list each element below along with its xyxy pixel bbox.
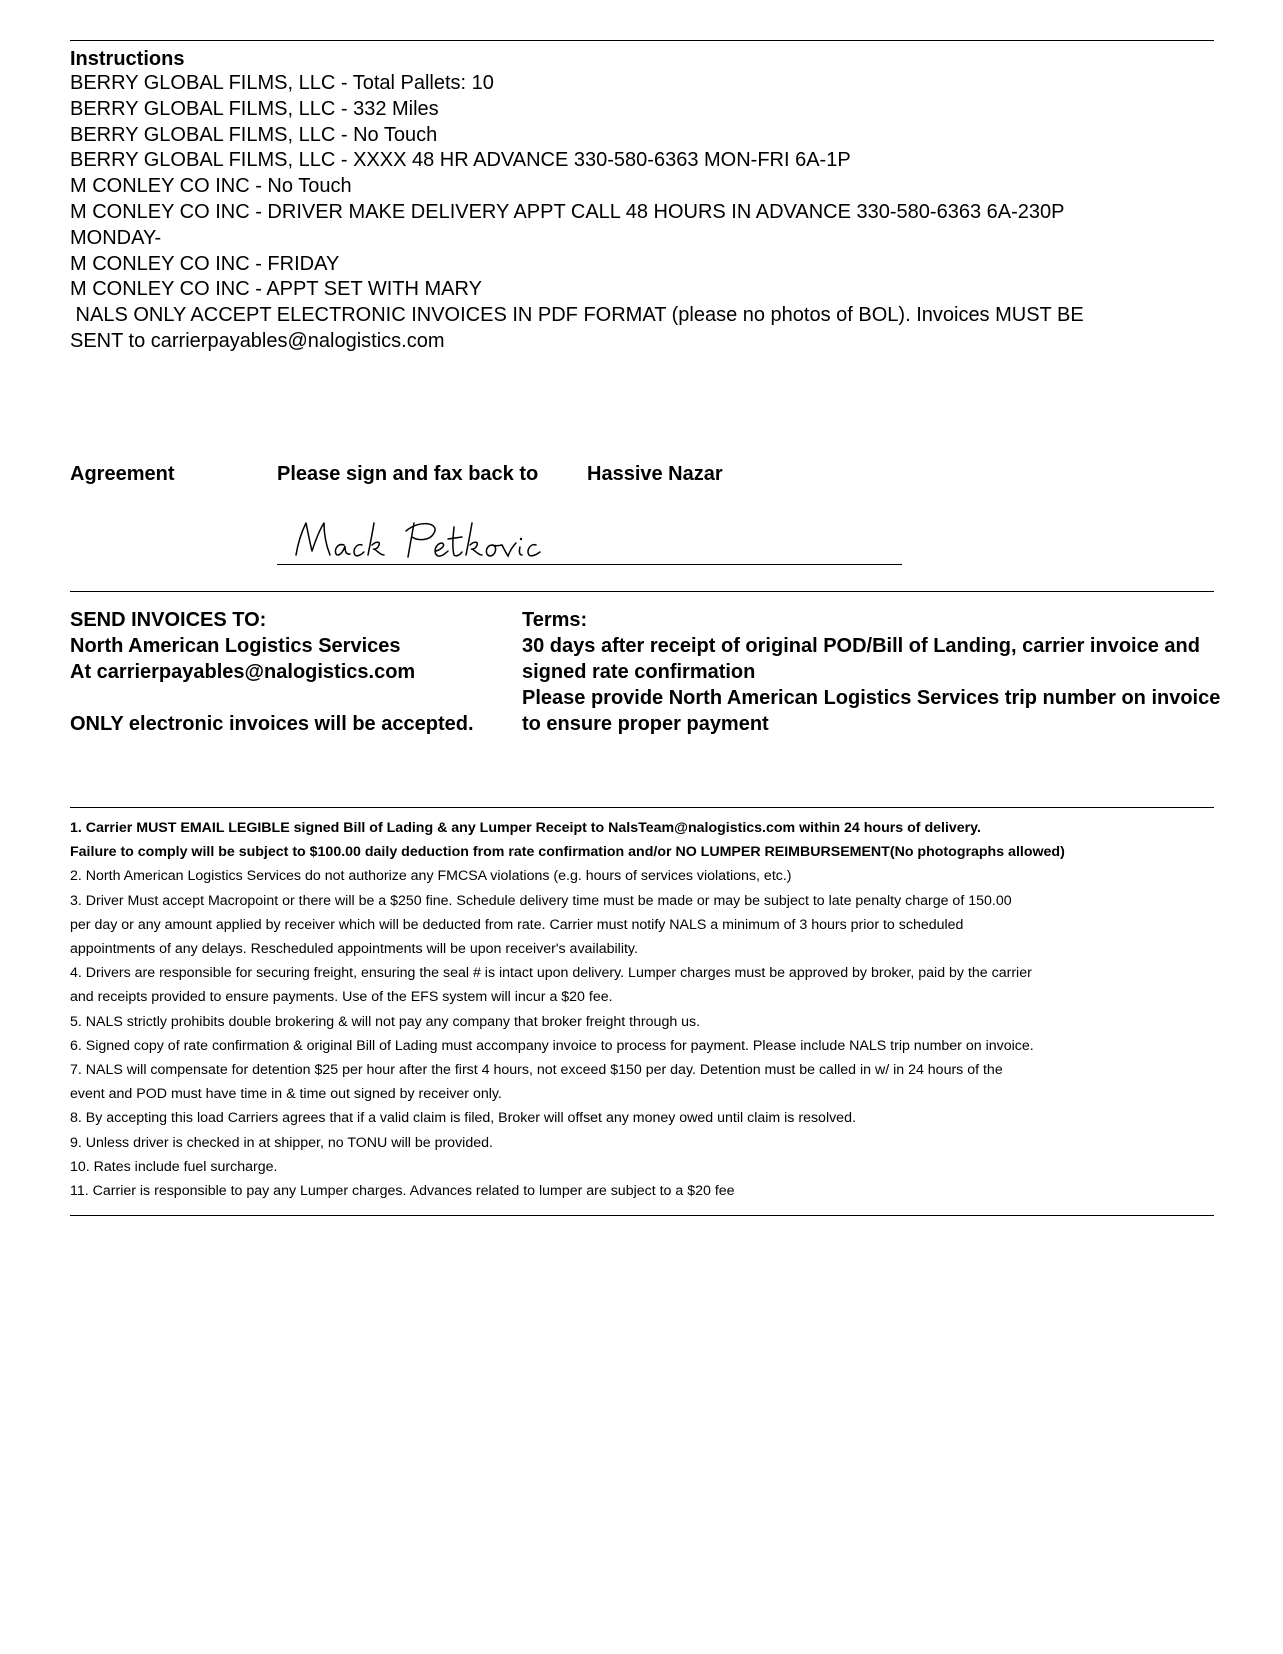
note-line: appointments of any delays. Rescheduled appointments will be upon receiver's availability. [70, 941, 638, 958]
agreement-label: Agreement [70, 463, 175, 485]
terms-heading: Terms: [522, 609, 588, 631]
note-line: 7. NALS will compensate for detention $25 per hour after the first 4 hours, not exceed $150 per day. Detention must be called in w/ in 24 hours of the [70, 1062, 1003, 1079]
terms-line: to ensure proper payment [522, 713, 769, 735]
instruction-line: BERRY GLOBAL FILMS, LLC - Total Pallets: 10 [70, 72, 494, 94]
terms-block [522, 607, 1262, 737]
note-line: 11. Carrier is responsible to pay any Lumper charges. Advances related to lumper are subject to a $20 fee [70, 1183, 735, 1200]
instruction-line: M CONLEY CO INC - FRIDAY [70, 252, 340, 275]
instruction-line: MONDAY- [70, 226, 162, 249]
note-line: and receipts provided to ensure payments. Use of the EFS system will incur a $20 fee. [70, 989, 613, 1006]
signature-image [290, 515, 550, 565]
note-line: per day or any amount applied by receiver which will be deducted from rate. Carrier must notify NALS a minimum of 3 hours prior to scheduled [70, 916, 964, 933]
instructions-list [70, 71, 1230, 355]
instruction-line: M CONLEY CO INC - APPT SET WITH MARY [70, 278, 482, 301]
terms-line: Please provide North American Logistics Services trip number on invoice [522, 687, 1221, 709]
invoice-company: North American Logistics Services [70, 635, 401, 657]
note-line: Failure to comply will be subject to $100.00 daily deduction from rate confirmation and/or NO LUMPER REIMBURSEMENT(No photographs allowed) [70, 844, 1065, 861]
instruction-line: M CONLEY CO INC - DRIVER MAKE DELIVERY APPT CALL 48 HOURS IN ADVANCE 330-580-6363 6A-230P [70, 200, 1065, 223]
note-line: event and POD must have time in & time out signed by receiver only. [70, 1086, 502, 1103]
note-line: 3. Driver Must accept Macropoint or there will be a $250 fine. Schedule delivery time must be made or may be subject to late penalty charge of 150.00 [70, 892, 1012, 909]
instruction-line: BERRY GLOBAL FILMS, LLC - No Touch [70, 123, 438, 146]
sign-prompt: Please sign and fax back to [277, 463, 539, 485]
note-line: 8. By accepting this load Carriers agrees that if a valid claim is filed, Broker will offset any money owed until claim is resolved. [70, 1110, 856, 1127]
terms-line: 30 days after receipt of original POD/Bill of Landing, carrier invoice and [522, 635, 1200, 657]
contact-name: Hassive Nazar [587, 463, 723, 485]
note-line: 6. Signed copy of rate confirmation & original Bill of Lading must accompany invoice to process for payment. Please include NALS trip number on invoice. [70, 1037, 1034, 1054]
terms-notes [70, 816, 1250, 1203]
invoice-heading: SEND INVOICES TO: [70, 609, 267, 631]
top-divider [70, 40, 1214, 41]
instruction-line: NALS ONLY ACCEPT ELECTRONIC INVOICES IN PDF FORMAT (please no photos of BOL). Invoices MUST BE [70, 304, 1084, 327]
section-divider [70, 591, 1214, 592]
signature-line [277, 564, 902, 565]
note-line: 2. North American Logistics Services do not authorize any FMCSA violations (e.g. hours of services violations, etc.) [70, 868, 792, 885]
note-line: 5. NALS strictly prohibits double brokering & will not pay any company that broker freight through us. [70, 1013, 701, 1030]
instruction-line: SENT to carrierpayables@nalogistics.com [70, 329, 445, 352]
bottom-divider [70, 1215, 1214, 1216]
note-line: 4. Drivers are responsible for securing freight, ensuring the seal # is intact upon delivery. Lumper charges must be approved by broker, paid by the carrier [70, 965, 1032, 982]
section-divider [70, 807, 1214, 808]
invoice-block [70, 607, 474, 737]
instructions-heading: Instructions [70, 48, 185, 70]
instruction-line: BERRY GLOBAL FILMS, LLC - XXXX 48 HR ADVANCE 330-580-6363 MON-FRI 6A-1P [70, 149, 851, 172]
note-line: 10. Rates include fuel surcharge. [70, 1158, 278, 1175]
note-line: 9. Unless driver is checked in at shipper, no TONU will be provided. [70, 1134, 493, 1151]
terms-line: signed rate confirmation [522, 661, 756, 683]
instruction-line: BERRY GLOBAL FILMS, LLC - 332 Miles [70, 97, 439, 120]
invoice-note: ONLY electronic invoices will be accepted. [70, 713, 474, 735]
invoice-email: At carrierpayables@nalogistics.com [70, 661, 416, 683]
note-line: 1. Carrier MUST EMAIL LEGIBLE signed Bill of Lading & any Lumper Receipt to NalsTeam@nalogistics.com within 24 hours of delivery. [70, 820, 981, 836]
instruction-line: M CONLEY CO INC - No Touch [70, 175, 352, 198]
